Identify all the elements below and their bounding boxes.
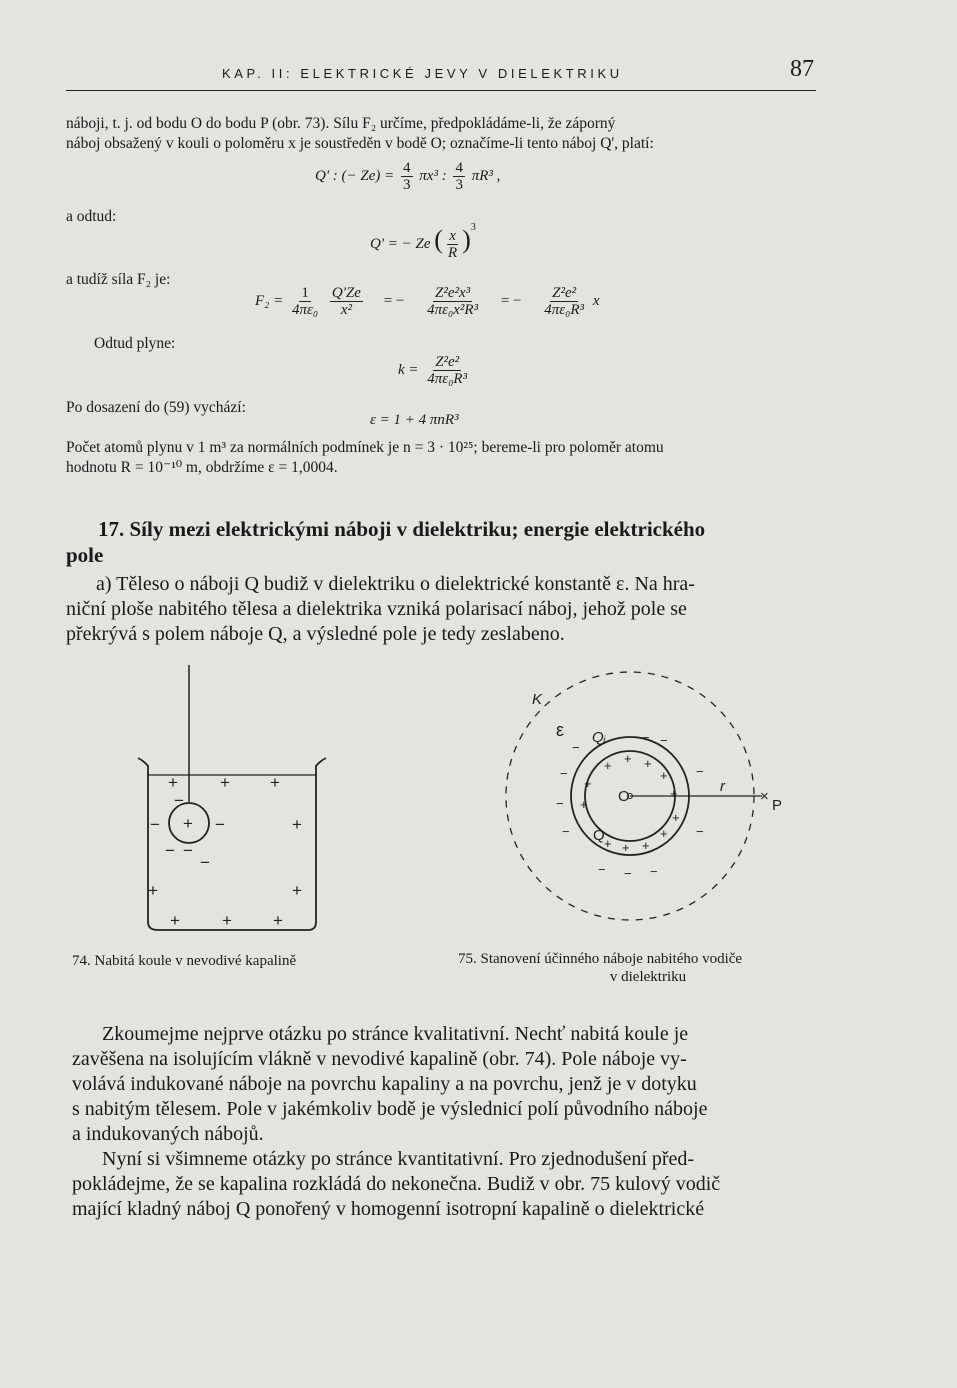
para-a-line-3: překrývá s polem náboje Q, a výsledné pole je tedy zeslabeno. — [66, 623, 565, 645]
eq3-den-3: 4πε₀x²R³ — [427, 302, 479, 318]
p2-line-1: Nyní si všimneme otázky po stránce kvantitativní. Pro zjednodušení před- — [102, 1148, 695, 1170]
section-title-line-1: 17. Síly mezi elektrickými náboji v dielektriku; energie elektrického — [98, 517, 706, 541]
p1-line-3: volává indukované náboje na povrchu kapaliny a na povrchu, jenž je v dotyku — [72, 1073, 697, 1095]
eq3-x: x — [592, 292, 600, 309]
figure-75-diagram — [500, 670, 790, 940]
atoms-text — [66, 438, 836, 478]
eq3-eq2: = − — [500, 292, 522, 309]
fig75-minus: − — [572, 740, 580, 755]
eq1-mid: πx³ : — [419, 167, 447, 184]
eq3-num-4: Z²e² — [552, 285, 577, 301]
figure-74-caption: 74. Nabitá koule v nevodivé kapalině — [72, 953, 297, 969]
fig75-plus: + — [584, 776, 592, 791]
fig75-minus: − — [556, 796, 564, 811]
equation-3 — [255, 285, 599, 318]
fig75-plus: + — [580, 797, 588, 812]
para-a-line-1: a) Těleso o náboji Q budiž v dielektriku o dielektrické konstantě ε. Na hra- — [96, 573, 695, 595]
fig75-minus: − — [562, 824, 570, 839]
eq3-frac-3 — [425, 285, 480, 318]
figure-75-caption — [458, 950, 838, 986]
eq3-frac-2 — [330, 285, 363, 318]
p1-line-1: Zkoumejme nejprve otázku po stránce kvalitativní. Nechť nabitá koule je — [102, 1023, 689, 1045]
section-paragraph-a — [66, 572, 836, 647]
fig74-plus: + — [273, 911, 283, 930]
fig75-label-q: Q — [593, 827, 605, 844]
fig75-label-p: × — [760, 788, 769, 805]
fig74-plus: + — [270, 773, 280, 792]
equation-5: ε = 1 + 4 πnR³ — [370, 412, 459, 428]
label-dosazeni: Po dosazení do (59) vychází: — [66, 399, 246, 416]
fig75-plus: + — [660, 826, 668, 841]
fig75-plus: + — [604, 836, 612, 851]
eq4-den: 4πε₀R³ — [427, 371, 468, 387]
eq2-left: Q' = − Ze — [370, 236, 431, 252]
fig75-minus: − — [660, 733, 668, 748]
p1-line-4: s nabitým tělesem. Pole v jakémkoliv bodě je výslednicí polí původního náboje — [72, 1098, 708, 1120]
fig75-plus: + — [672, 810, 680, 825]
fig75-label-k: K — [532, 691, 543, 708]
atoms-line-1: Počet atomů plynu v 1 m³ za normálních podmínek je n = 3 · 10²⁵; bereme-li pro poloměr atomu — [66, 439, 664, 456]
fig75-label-p: P — [772, 797, 783, 814]
equation-2: Q' = − Ze ( $\frac{x}{R}$ )$^3$ — [370, 222, 476, 262]
section-heading — [66, 516, 836, 568]
section-title-line-2: pole — [66, 543, 104, 567]
eq2-frac — [446, 228, 459, 261]
eq3-eq1: = − — [383, 292, 405, 309]
page-number: 87 — [790, 56, 814, 82]
fig75-minus: − — [696, 764, 704, 779]
fig75-charges — [556, 730, 704, 881]
fig75-plus: + — [644, 756, 652, 771]
eq1-num-a: 4 — [403, 160, 411, 176]
fig75-minus: − — [598, 862, 606, 877]
fig74-minus: − — [183, 841, 193, 860]
atoms-line-2: hodnotu R = 10⁻¹⁰ m, obdržíme ε = 1,0004. — [66, 459, 338, 476]
fig75-minus: − — [650, 864, 658, 879]
fig74-plus: + — [148, 881, 158, 900]
intro-text — [66, 114, 826, 154]
eq3-den-2: x² — [340, 302, 352, 318]
fig75-plus: + — [670, 786, 678, 801]
p1-line-2: zavěšena na isolujícím vlákně v nevodivé kapalině (obr. 74). Pole náboje vy- — [72, 1048, 687, 1070]
fig74-plus: + — [220, 773, 230, 792]
equation-4 — [398, 354, 472, 387]
eq1-num-b: 4 — [455, 160, 463, 176]
fig74-plus: + — [168, 773, 178, 792]
fig74-charges — [148, 773, 302, 930]
fig75-label-qi: Qᵢ — [592, 729, 606, 746]
p1-line-5: a indukovaných nábojů. — [72, 1123, 264, 1145]
label-odtud: a odtud: — [66, 208, 117, 225]
eq3-f: F₂ = — [255, 292, 284, 309]
eq1-den-b: 3 — [455, 177, 463, 193]
eq4-frac — [425, 354, 469, 387]
eq3-frac-1 — [290, 285, 320, 318]
eq2-exp: 3 — [470, 222, 476, 233]
equation-1 — [315, 160, 500, 193]
intro-line-2: náboj obsažený v kouli o poloměru x je soustředěn v bodě O; označíme-li tento náboj Q', platí: — [66, 135, 654, 152]
fig74-minus: − — [215, 815, 225, 834]
eq1-frac-b — [453, 160, 465, 193]
fig75-minus: − — [624, 866, 632, 881]
fig75-minus: − — [560, 766, 568, 781]
fig75-caption-line-1: 75. Stanovení účinného náboje nabitého vodiče — [458, 951, 743, 967]
fig75-plus: + — [604, 758, 612, 773]
fig74-minus: − — [200, 853, 210, 872]
label-sila: a tudíž síla F₂ je: — [66, 271, 171, 288]
fig74-plus: + — [292, 881, 302, 900]
fig75-labels — [532, 691, 782, 844]
eq1-den-a: 3 — [403, 177, 411, 193]
fig74-minus: − — [165, 841, 175, 860]
body-text — [72, 1022, 832, 1222]
eq1-right: πR³ , — [471, 167, 501, 184]
eq2-den: R — [447, 245, 458, 262]
fig75-label-r: r — [720, 778, 725, 795]
fig75-plus: + — [660, 768, 668, 783]
eq3-num-2: Q'Ze — [331, 285, 361, 301]
eq3-frac-4 — [542, 285, 586, 318]
fig75-plus: + — [622, 840, 630, 855]
eq2-num: x — [449, 228, 456, 245]
eq1-frac-a — [401, 160, 413, 193]
p2-line-2: pokládejme, že se kapalina rozkládá do nekonečna. Budiž v obr. 75 kulový vodič — [72, 1173, 721, 1195]
running-head: KAP. II: ELEKTRICKÉ JEVY V DIELEKTRIKU — [222, 66, 623, 81]
fig75-caption-line-2: v dielektriku — [609, 969, 687, 985]
figure-74-diagram — [130, 660, 330, 935]
label-plyne: Odtud plyne: — [94, 335, 176, 352]
fig75-label-eps: ε — [556, 720, 565, 740]
p2-line-3: mající kladný náboj Q ponořený v homogenní isotropní kapalině o dielektrické — [72, 1198, 705, 1220]
eq1-left: Q' : (− Ze) = — [315, 167, 395, 184]
fig75-minus: − — [696, 824, 704, 839]
fig75-plus: + — [642, 838, 650, 853]
eq3-num-3: Z²e²x³ — [435, 285, 471, 301]
eq4-num: Z²e² — [435, 354, 460, 370]
header-rule — [66, 90, 816, 91]
eq3-num-1: 1 — [301, 285, 309, 301]
fig75-plus: + — [624, 751, 632, 766]
fig74-minus: − — [174, 791, 184, 810]
fig75-label-o: O — [618, 788, 630, 805]
eq4-k: k = — [398, 361, 419, 378]
fig75-minus: − — [642, 730, 650, 745]
fig74-plus: + — [170, 911, 180, 930]
fig74-plus: + — [183, 814, 193, 833]
eq3-den-1: 4πε₀ — [292, 302, 319, 318]
fig74-minus: − — [150, 815, 160, 834]
intro-line-1: náboji, t. j. od bodu O do bodu P (obr. 73). Sílu F₂ určíme, předpokládáme-li, že záporný — [66, 115, 616, 132]
eq3-den-4: 4πε₀R³ — [544, 302, 585, 318]
fig74-plus: + — [292, 815, 302, 834]
fig74-plus: + — [222, 911, 232, 930]
para-a-line-2: niční ploše nabitého tělesa a dielektrika vzniká polarisací náboj, jehož pole se — [66, 598, 687, 620]
